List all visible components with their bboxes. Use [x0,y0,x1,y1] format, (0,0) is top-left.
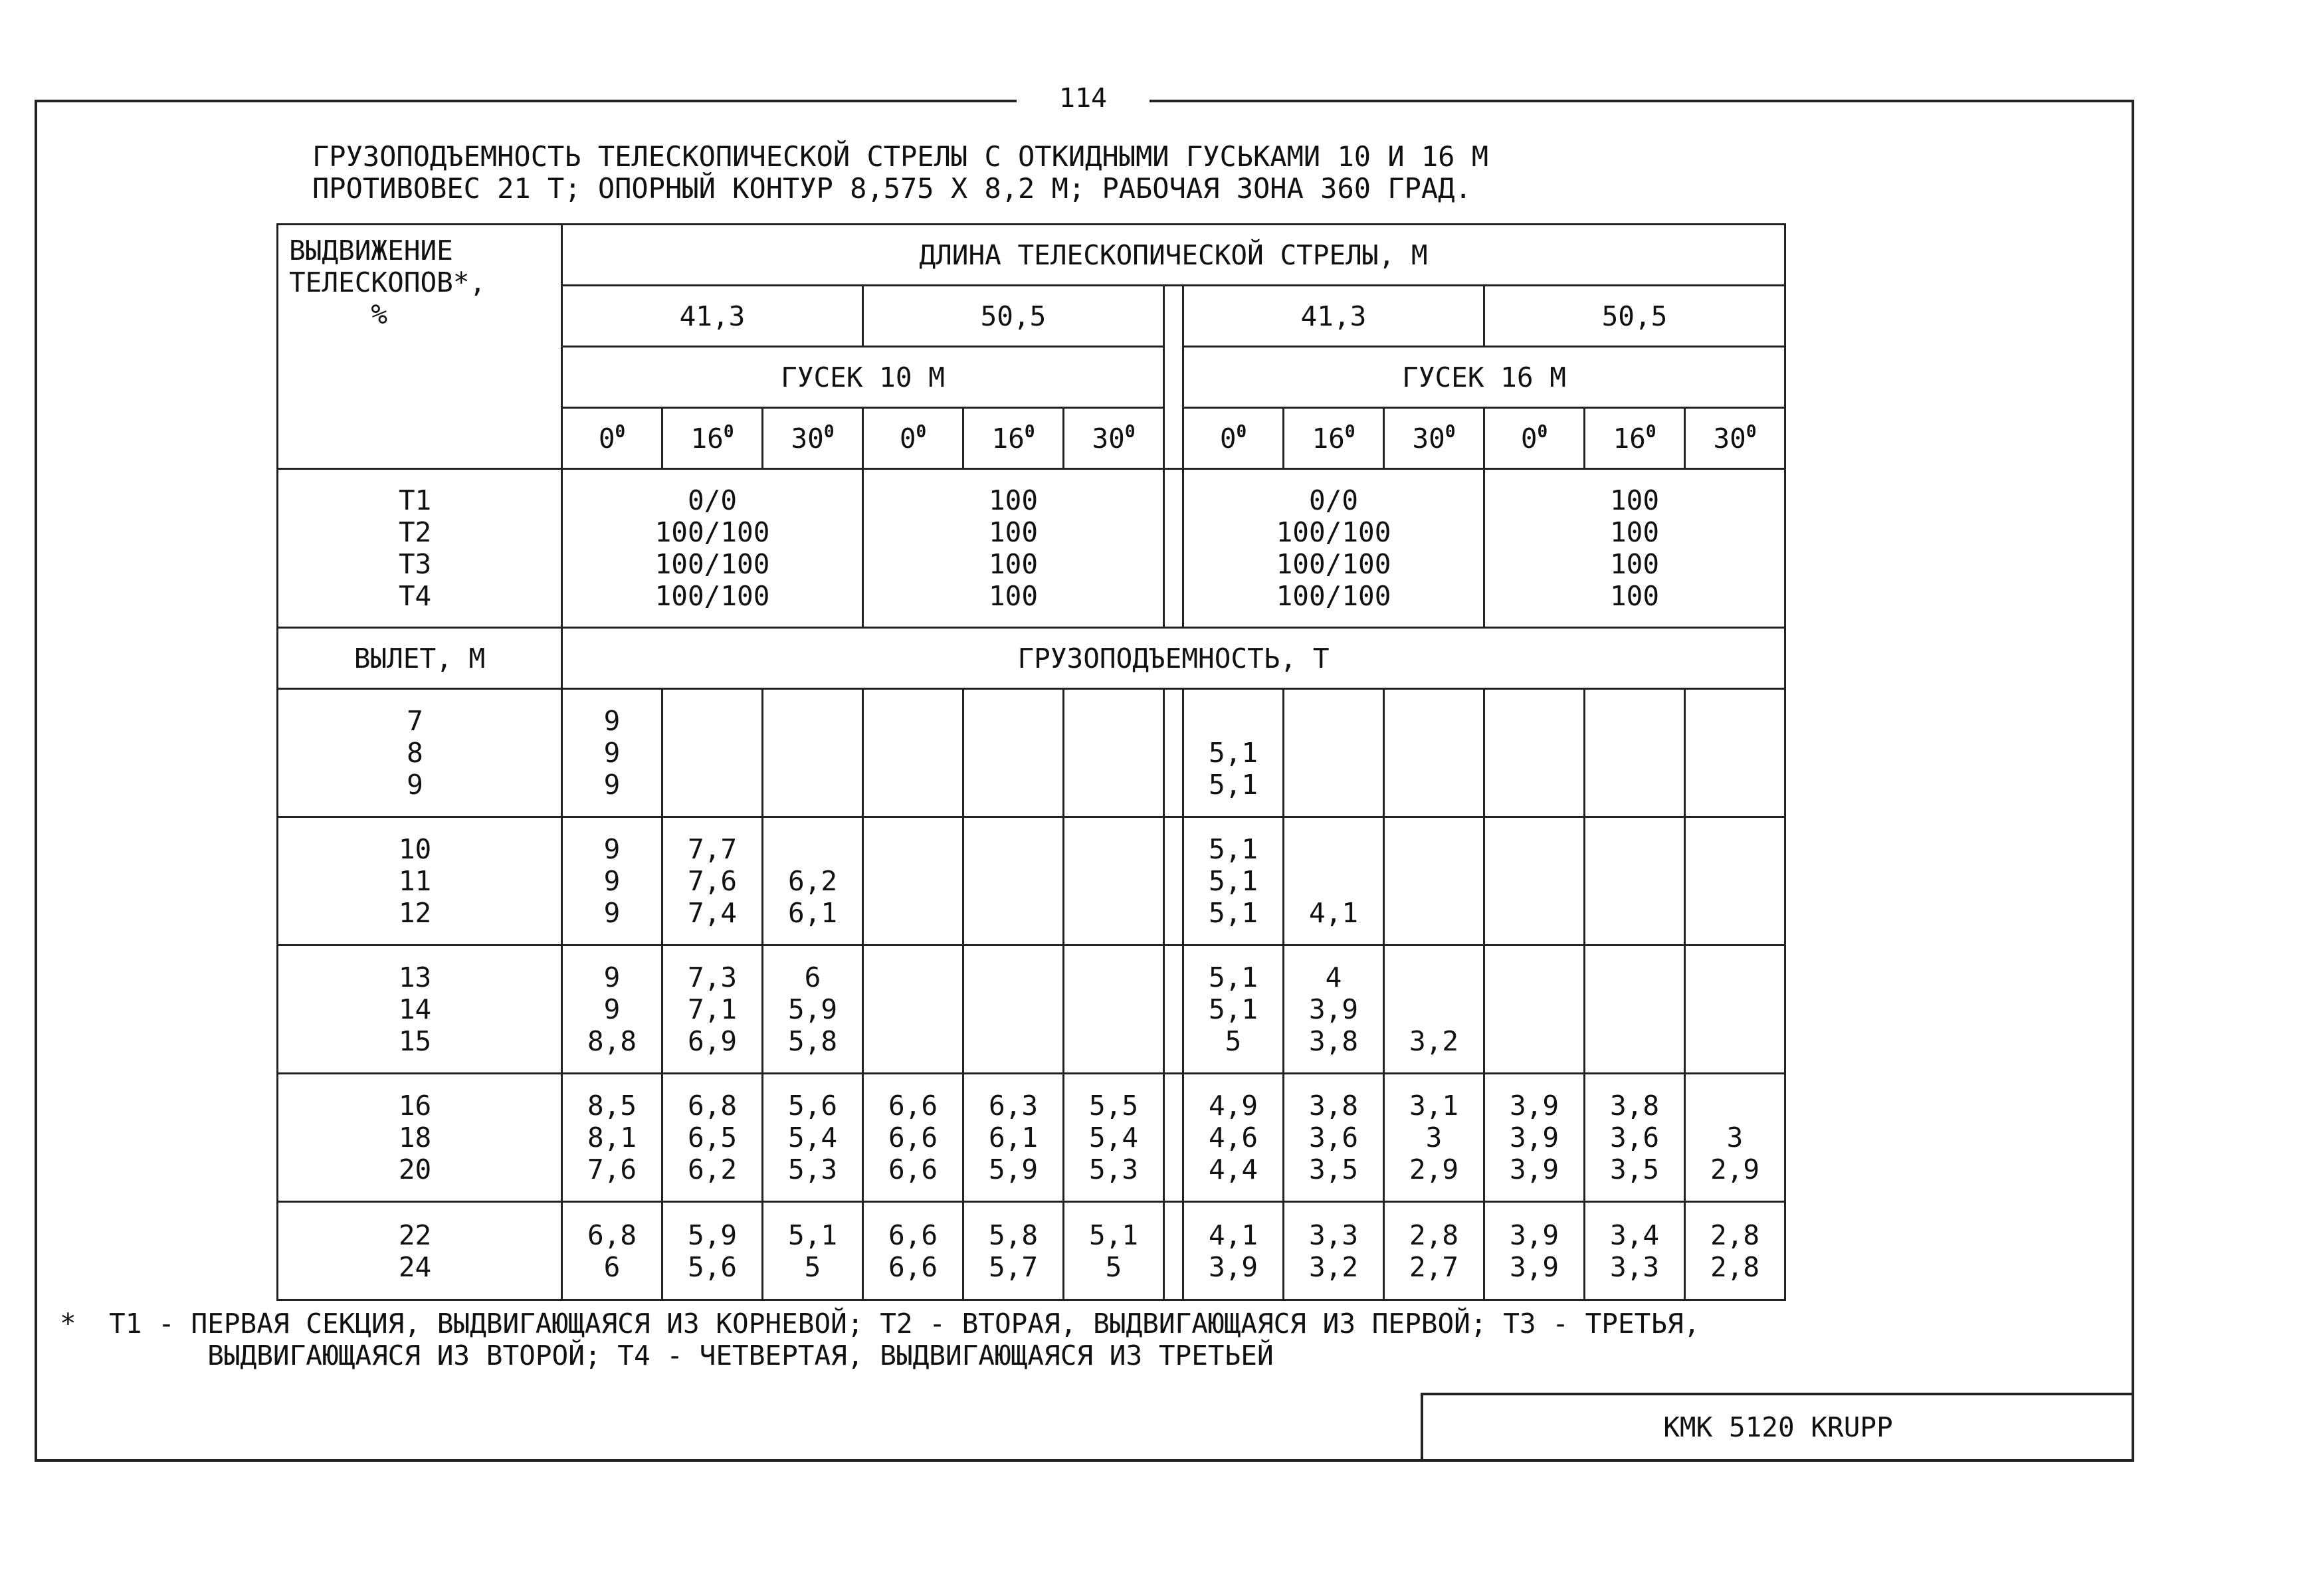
capacity-row-group [278,817,1785,946]
capacity-cell: 5,9 5,6 [662,1202,763,1300]
angle-cell: $16^0$ [1585,408,1685,469]
capacity-cell: 6,8 6,5 6,2 [662,1074,763,1202]
telescope-labels: T1 T2 T3 T4 [278,469,562,628]
section-divider [1164,1074,1183,1202]
capacity-cell [1384,817,1484,946]
capacity-cell: 3,8 3,6 3,5 [1585,1074,1685,1202]
capacity-header: ГРУЗОПОДЪЕМНОСТЬ, Т [562,628,1785,689]
angle-cell: $0^0$ [562,408,662,469]
capacity-row-group [278,1074,1785,1202]
angle-cell: $0^0$ [1183,408,1284,469]
capacity-cell: 6,3 6,1 5,9 [963,1074,1064,1202]
capacity-row-group [278,1202,1785,1300]
capacity-cell: 5,1 5,1 [1183,689,1284,817]
capacity-cell [1484,689,1585,817]
capacity-cell: 5,1 5 [763,1202,863,1300]
capacity-cell: 3,9 3,9 [1484,1202,1585,1300]
capacity-cell [662,689,763,817]
capacity-rows [278,689,1785,1300]
capacity-cell [1484,946,1585,1074]
section-divider [1164,946,1183,1074]
angle-cell: $16^0$ [662,408,763,469]
title-block-stamp: KMK 5120 KRUPP [1421,1393,2133,1459]
capacity-cell: 9 9 9 [562,817,662,946]
capacity-cell [963,689,1064,817]
telescope-col-d: 100 100 100 100 [1484,469,1785,628]
radius-cell: 16 18 20 [278,1074,562,1202]
capacity-cell: 3,9 3,9 3,9 [1484,1074,1585,1202]
capacity-cell: 6,2 6,1 [763,817,863,946]
extension-header: ВЫДВИЖЕНИЕ ТЕЛЕСКОПОВ*, % [278,225,562,469]
capacity-row-group [278,946,1785,1074]
capacity-cell: 5,1 5,1 5 [1183,946,1284,1074]
capacity-cell: 2,8 2,7 [1384,1202,1484,1300]
capacity-cell [1585,817,1685,946]
radius-cell: 13 14 15 [278,946,562,1074]
capacity-cell: 8,5 8,1 7,6 [562,1074,662,1202]
angle-cell: $30^0$ [1064,408,1164,469]
capacity-header-row [278,628,1785,689]
capacity-cell [1064,946,1164,1074]
angle-cell: $30^0$ [1685,408,1785,469]
boom-length-c: 41,3 [1183,286,1484,347]
boom-length-b: 50,5 [863,286,1164,347]
section-divider [1164,469,1183,628]
capacity-cell: 6,6 6,6 [863,1202,963,1300]
capacity-cell: 9 9 8,8 [562,946,662,1074]
capacity-cell: 5,5 5,4 5,3 [1064,1074,1164,1202]
capacity-cell: 7,7 7,6 7,4 [662,817,763,946]
capacity-cell [1685,689,1785,817]
radius-cell: 10 11 12 [278,817,562,946]
title-line-1: ГРУЗОПОДЪЕМНОСТЬ ТЕЛЕСКОПИЧЕСКОЙ СТРЕЛЫ С ОТКИДНЫМИ ГУСЬКАМИ 10 И 16 М [312,140,1489,173]
telescope-row [278,469,1785,628]
capacity-cell [763,689,863,817]
capacity-cell: 5,1 5,1 5,1 [1183,817,1284,946]
title-line-2: ПРОТИВОВЕС 21 Т; ОПОРНЫЙ КОНТУР 8,575 Х 8,2 М; РАБОЧАЯ ЗОНА 360 ГРАД. [312,172,1472,205]
capacity-cell [1685,817,1785,946]
capacity-cell [1685,946,1785,1074]
jib-10-header: ГУСЕК 10 М [562,347,1164,408]
capacity-cell [863,689,963,817]
section-divider [1164,817,1183,946]
capacity-cell: 4,1 3,9 [1183,1202,1284,1300]
capacity-cell: 3,4 3,3 [1585,1202,1685,1300]
capacity-cell: 6,8 6 [562,1202,662,1300]
capacity-cell [963,817,1064,946]
capacity-cell: 4,9 4,6 4,4 [1183,1074,1284,1202]
capacity-cell: 6 5,9 5,8 [763,946,863,1074]
angle-cell: $30^0$ [1384,408,1484,469]
capacity-cell [863,817,963,946]
capacity-cell [1064,689,1164,817]
radius-cell: 22 24 [278,1202,562,1300]
header-row-1 [278,225,1785,286]
capacity-cell: 3 2,9 [1685,1074,1785,1202]
radius-header: ВЫЛЕТ, М [278,628,562,689]
capacity-cell: 3,1 3 2,9 [1384,1074,1484,1202]
capacity-cell [1384,689,1484,817]
angle-cell: $30^0$ [763,408,863,469]
capacity-cell [1484,817,1585,946]
boom-length-a: 41,3 [562,286,863,347]
capacity-cell [863,946,963,1074]
capacity-cell: 5,1 5 [1064,1202,1164,1300]
capacity-cell: 3,2 [1384,946,1484,1074]
footnote: * T1 - ПЕРВАЯ СЕКЦИЯ, ВЫДВИГАЮЩАЯСЯ ИЗ КОРНЕВОЙ; T2 - ВТОРАЯ, ВЫДВИГАЮЩАЯСЯ ИЗ ПЕРВОЙ; T3 - ТРЕТЬЯ, ВЫДВИГАЮЩАЯСЯ ИЗ ВТОРОЙ; T4 - ЧЕТВЕРТАЯ, ВЫДВИГАЮЩАЯСЯ ИЗ ТРЕТЬЕЙ [60,1308,1700,1371]
capacity-cell: 5,6 5,4 5,3 [763,1074,863,1202]
capacity-cell: 9 9 9 [562,689,662,817]
capacity-cell: 3,8 3,6 3,5 [1284,1074,1384,1202]
angle-cell: $16^0$ [1284,408,1384,469]
capacity-cell: 4 3,9 3,8 [1284,946,1384,1074]
page-number: 114 [1017,78,1150,118]
section-divider [1164,286,1183,469]
telescope-col-a: 0/0 100/100 100/100 100/100 [562,469,863,628]
boom-length-header: ДЛИНА ТЕЛЕСКОПИЧЕСКОЙ СТРЕЛЫ, М [562,225,1785,286]
angle-cell: $0^0$ [1484,408,1585,469]
capacity-cell [1585,946,1685,1074]
section-divider [1164,1202,1183,1300]
capacity-cell [1064,817,1164,946]
capacity-cell: 3,3 3,2 [1284,1202,1384,1300]
jib-16-header: ГУСЕК 16 М [1183,347,1785,408]
boom-length-d: 50,5 [1484,286,1785,347]
capacity-cell [1284,689,1384,817]
capacity-cell: 4,1 [1284,817,1384,946]
capacity-cell [1585,689,1685,817]
document-title [312,141,1488,205]
radius-cell: 7 8 9 [278,689,562,817]
capacity-cell: 6,6 6,6 6,6 [863,1074,963,1202]
capacity-cell: 2,8 2,8 [1685,1202,1785,1300]
telescope-col-c: 0/0 100/100 100/100 100/100 [1183,469,1484,628]
capacity-cell [963,946,1064,1074]
load-chart-table [276,223,1786,1301]
section-divider [1164,689,1183,817]
angle-cell: $16^0$ [963,408,1064,469]
capacity-cell: 7,3 7,1 6,9 [662,946,763,1074]
capacity-row-group [278,689,1785,817]
telescope-col-b: 100 100 100 100 [863,469,1164,628]
capacity-cell: 5,8 5,7 [963,1202,1064,1300]
angle-cell: $0^0$ [863,408,963,469]
